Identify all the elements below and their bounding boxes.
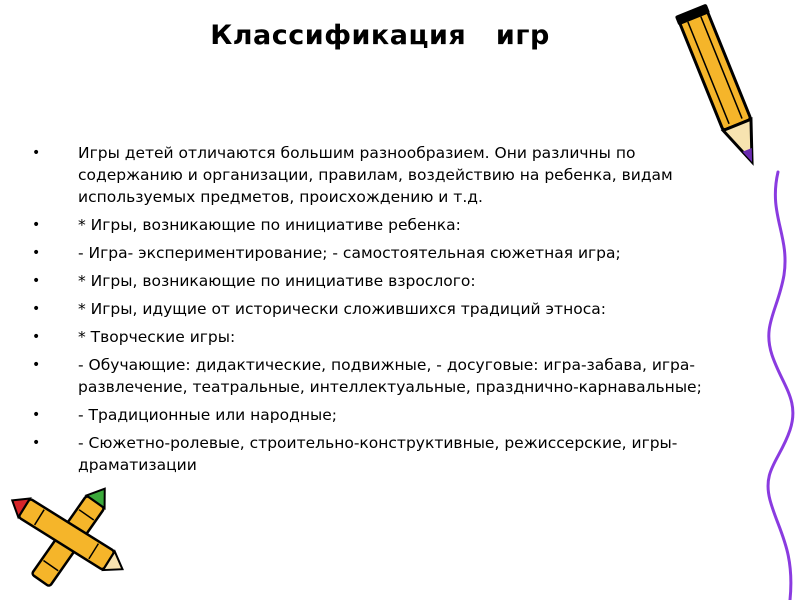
pencil-squiggle-illustration (640, 0, 800, 600)
squiggle-line (768, 172, 793, 600)
list-item: • * Игры, возникающие по инициативе взрослого: (32, 270, 712, 292)
list-item: • * Игры, идущие от исторически сложившихся традиций этноса: (32, 298, 712, 320)
list-item: • Игры детей отличаются большим разнообразием. Они различны по содержанию и организации, правилам, воздействию на ребенка, видам используемых предметов, происхождению и т.д. (32, 142, 712, 208)
list-item: • - Традиционные или народные; (32, 404, 712, 426)
bullet-list (32, 142, 712, 482)
list-item: • - Игра- экспериментирование; - самостоятельная сюжетная игра; (32, 242, 712, 264)
list-item: • - Сюжетно-ролевые, строительно-конструктивные, режиссерские, игры-драматизации (32, 432, 712, 476)
pencil-tip (723, 119, 766, 167)
list-item: • - Обучающие: дидактические, подвижные, - досуговые: игра-забава, игра-развлечение, театральные, интеллектуальные, празднично-карнавальные; (32, 354, 712, 398)
slide-title: Классификация игр (210, 20, 550, 51)
list-item: • * Творческие игры: (32, 326, 712, 348)
list-item: • * Игры, возникающие по инициативе ребенка: (32, 214, 712, 236)
crayons-illustration (0, 480, 140, 600)
